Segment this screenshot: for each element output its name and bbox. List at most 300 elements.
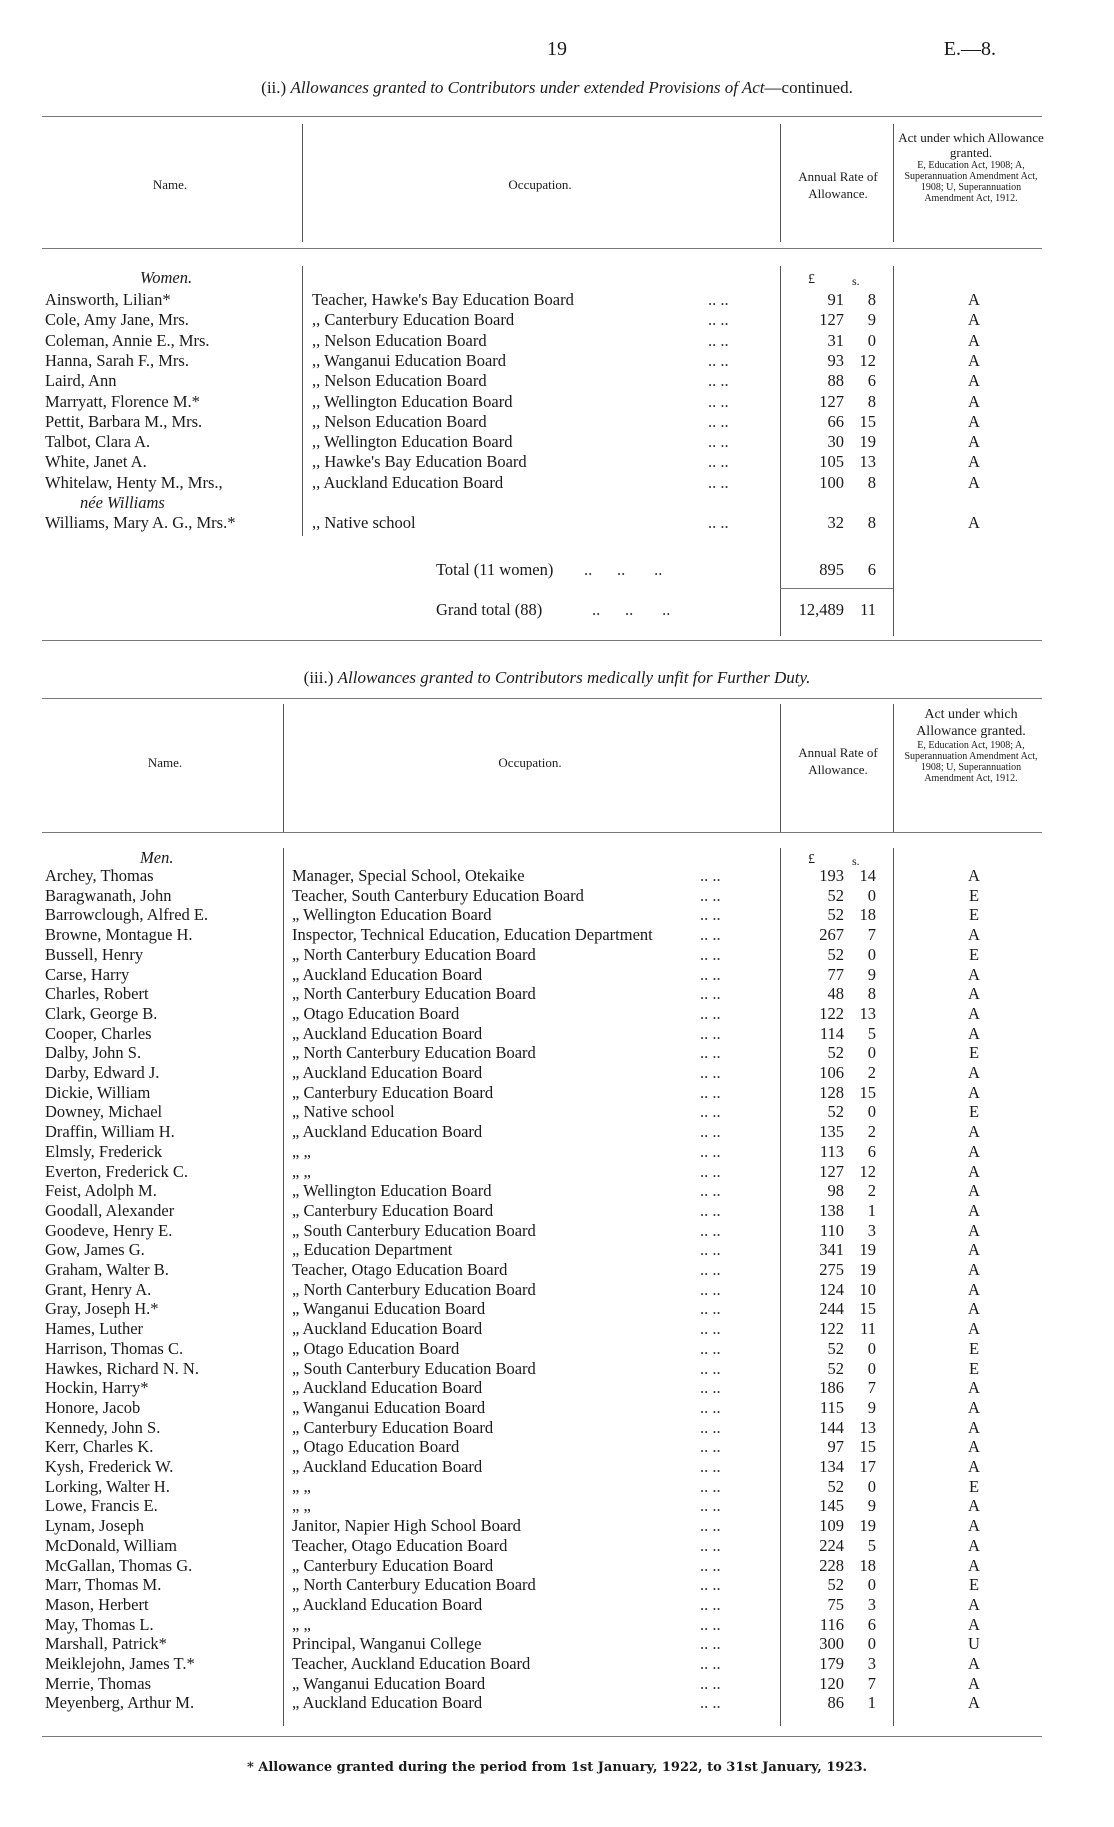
row-pounds: 52 bbox=[827, 944, 844, 964]
table3-section-label: Men. bbox=[140, 848, 174, 867]
row-act: A bbox=[968, 1260, 980, 1279]
table-row bbox=[0, 1496, 1114, 1516]
leader-dots: .. .. .. bbox=[592, 600, 671, 619]
row-occupation: ,, Wellington Education Board bbox=[312, 432, 513, 452]
row-occupation: ,, Canterbury Education Board bbox=[312, 310, 515, 330]
row-shillings: 3 bbox=[867, 1654, 876, 1673]
row-occupation: „ South Canterbury Education Board bbox=[292, 1220, 536, 1240]
row-act: E bbox=[968, 1102, 980, 1122]
leader-dots: .. .. bbox=[700, 1181, 721, 1201]
row-shillings: 3 bbox=[867, 1220, 876, 1240]
leader-dots: .. .. .. bbox=[584, 560, 663, 579]
row-shillings: 14 bbox=[859, 866, 876, 885]
row-name: Williams, Mary A. G., Mrs.* bbox=[45, 513, 236, 533]
row-name: Feist, Adolph M. bbox=[45, 1181, 157, 1201]
row-shillings: 19 bbox=[859, 432, 876, 452]
table-row bbox=[0, 290, 1114, 310]
leader-dots: .. .. bbox=[700, 905, 721, 925]
row-occupation: „ Auckland Education Board bbox=[292, 1378, 483, 1398]
row-name: Hawkes, Richard N. N. bbox=[45, 1358, 199, 1378]
leader-dots: .. .. bbox=[700, 1417, 721, 1437]
row-pounds: 116 bbox=[819, 1614, 844, 1634]
row-occupation: „ Education Department bbox=[292, 1240, 453, 1260]
row-pounds: 52 bbox=[827, 885, 844, 905]
table2-top-rule bbox=[42, 116, 1042, 117]
leader-dots: .. .. bbox=[700, 1555, 721, 1575]
table2-bottom-rule bbox=[42, 640, 1042, 641]
row-occupation: „ Wanganui Education Board bbox=[292, 1673, 486, 1693]
row-name: Cooper, Charles bbox=[45, 1023, 152, 1043]
table-row bbox=[0, 1516, 1114, 1536]
table-row bbox=[0, 1162, 1114, 1182]
table-row bbox=[0, 1221, 1114, 1241]
table-row bbox=[0, 1536, 1114, 1556]
table2-divider bbox=[302, 266, 303, 536]
row-shillings: 11 bbox=[860, 1319, 876, 1339]
leader-dots: .. .. bbox=[700, 1634, 721, 1654]
row-name: Downey, Michael bbox=[45, 1102, 163, 1122]
table-row bbox=[0, 1004, 1114, 1024]
row-act: A bbox=[968, 513, 980, 533]
leader-dots: .. .. bbox=[700, 925, 721, 945]
table2-divider bbox=[893, 124, 894, 242]
row-pounds: 193 bbox=[819, 866, 844, 885]
table-row bbox=[0, 1319, 1114, 1339]
row-act: A bbox=[968, 1397, 980, 1417]
row-shillings: 2 bbox=[867, 1122, 876, 1142]
row-pounds: 32 bbox=[827, 513, 844, 533]
row-act: A bbox=[968, 1082, 980, 1102]
table-row bbox=[0, 1575, 1114, 1595]
row-occupation: „ Otago Education Board bbox=[292, 1437, 460, 1457]
row-occupation: Principal, Wanganui College bbox=[292, 1634, 482, 1654]
row-name: Cole, Amy Jane, Mrs. bbox=[45, 310, 189, 330]
row-act: A bbox=[968, 1378, 980, 1398]
row-occupation: „ „ bbox=[292, 1496, 311, 1516]
row-pounds: 127 bbox=[819, 391, 844, 411]
table-row bbox=[0, 1378, 1114, 1398]
row-name: Marryatt, Florence M.* bbox=[45, 391, 200, 411]
row-name: Merrie, Thomas bbox=[45, 1673, 152, 1693]
table-row bbox=[0, 351, 1114, 371]
row-shillings: 6 bbox=[867, 371, 876, 391]
row-occupation: Teacher, South Canterbury Education Board bbox=[292, 885, 584, 905]
row-name: Talbot, Clara A. bbox=[45, 432, 151, 452]
grand-total-pounds: 12,489 bbox=[798, 600, 844, 619]
row-name: Lorking, Walter H. bbox=[45, 1476, 170, 1496]
row-pounds: 122 bbox=[819, 1003, 844, 1023]
leader-dots: .. .. bbox=[700, 1338, 721, 1358]
row-act: E bbox=[968, 1043, 980, 1063]
leader-dots: .. .. bbox=[700, 1141, 721, 1161]
table2-col-act bbox=[896, 130, 1046, 204]
row-name: Darby, Edward J. bbox=[45, 1063, 160, 1082]
row-act: U bbox=[968, 1634, 980, 1654]
row-name: Hockin, Harry* bbox=[45, 1378, 149, 1398]
row-name: Draffin, William H. bbox=[45, 1122, 175, 1142]
row-shillings: 9 bbox=[867, 1397, 876, 1417]
row-act: A bbox=[968, 1181, 980, 1201]
leader-dots: .. .. bbox=[700, 984, 721, 1004]
table3-divider bbox=[780, 848, 781, 1726]
row-occupation: ,, Nelson Education Board bbox=[312, 330, 487, 350]
row-shillings: 7 bbox=[867, 1378, 876, 1398]
table-row bbox=[0, 1398, 1114, 1418]
table-row bbox=[0, 1142, 1114, 1162]
leader-dots: .. .. bbox=[700, 1397, 721, 1417]
row-name: Archey, Thomas bbox=[45, 866, 154, 885]
leader-dots: .. .. bbox=[700, 1122, 721, 1142]
row-occupation: „ Wellington Education Board bbox=[292, 905, 492, 925]
table-row bbox=[0, 392, 1114, 412]
row-pounds: 31 bbox=[827, 330, 844, 350]
row-occupation: „ Auckland Education Board bbox=[292, 964, 483, 984]
leader-dots: .. .. bbox=[700, 1496, 721, 1516]
row-act: A bbox=[968, 1220, 980, 1240]
row-name: Coleman, Annie E., Mrs. bbox=[45, 330, 210, 350]
row-pounds: 86 bbox=[827, 1693, 844, 1713]
table-row bbox=[0, 1083, 1114, 1103]
leader-dots: .. .. bbox=[700, 1673, 721, 1693]
row-act: A bbox=[968, 1161, 980, 1181]
row-name: Elmsly, Frederick bbox=[45, 1141, 163, 1161]
row-pounds: 115 bbox=[819, 1397, 844, 1417]
row-occupation: „ South Canterbury Education Board bbox=[292, 1358, 536, 1378]
leader-dots: .. .. bbox=[700, 1299, 721, 1319]
row-pounds: 48 bbox=[827, 984, 844, 1004]
table-row bbox=[0, 1201, 1114, 1221]
row-act: A bbox=[968, 1063, 980, 1082]
row-occupation: „ North Canterbury Education Board bbox=[292, 984, 536, 1004]
leader-dots: .. .. bbox=[700, 1575, 721, 1595]
table-row bbox=[0, 1615, 1114, 1635]
total-rule bbox=[780, 588, 893, 589]
document-code: E.—8. bbox=[943, 38, 996, 60]
row-occupation: „ „ bbox=[292, 1141, 311, 1161]
grand-total-label: Grand total (88) bbox=[436, 600, 543, 619]
row-shillings: 15 bbox=[859, 1437, 876, 1457]
row-occupation: „ Wanganui Education Board bbox=[292, 1299, 486, 1319]
row-shillings: 9 bbox=[867, 310, 876, 330]
table3-col-act-title: Act under which Allowance granted. bbox=[916, 707, 1026, 739]
leader-dots: .. .. bbox=[708, 513, 729, 533]
row-name: Mason, Herbert bbox=[45, 1594, 149, 1614]
table2-caption-text: Allowances granted to Contributors under extended Provisions of Act bbox=[290, 78, 765, 97]
total-pounds: 895 bbox=[819, 560, 844, 579]
row-occupation: „ Auckland Education Board bbox=[292, 1594, 483, 1614]
table2-caption-suffix: —continued. bbox=[764, 78, 853, 97]
row-occupation: „ Canterbury Education Board bbox=[292, 1082, 494, 1102]
row-occupation: „ Auckland Education Board bbox=[292, 1122, 483, 1142]
row-shillings: 15 bbox=[859, 1299, 876, 1319]
page-number: 19 bbox=[547, 38, 567, 60]
table3-divider bbox=[283, 704, 284, 832]
row-shillings: 19 bbox=[859, 1260, 876, 1279]
row-pounds: 144 bbox=[819, 1417, 844, 1437]
table2-col-occupation: Occupation. bbox=[508, 177, 572, 192]
row-shillings: 6 bbox=[867, 1614, 876, 1634]
row-shillings: 10 bbox=[859, 1279, 876, 1299]
row-occupation: Teacher, Hawke's Bay Education Board bbox=[312, 290, 574, 309]
row-occupation: „ Auckland Education Board bbox=[292, 1457, 483, 1476]
table-row bbox=[0, 1674, 1114, 1694]
row-shillings: 1 bbox=[867, 1693, 876, 1713]
row-act: A bbox=[968, 1240, 980, 1260]
table2-grand-total-row bbox=[0, 600, 1114, 620]
table3-top-rule bbox=[42, 698, 1042, 699]
row-act: A bbox=[968, 1023, 980, 1043]
row-shillings: 8 bbox=[867, 472, 876, 492]
table-row bbox=[0, 965, 1114, 985]
row-occupation: „ Auckland Education Board bbox=[292, 1023, 483, 1043]
row-pounds: 275 bbox=[819, 1260, 844, 1279]
row-act: A bbox=[968, 1319, 980, 1339]
leader-dots: .. .. bbox=[700, 1102, 721, 1122]
table-row bbox=[0, 925, 1114, 945]
table-row bbox=[0, 1024, 1114, 1044]
leader-dots: .. .. bbox=[700, 866, 721, 885]
row-name: Ainsworth, Lilian* bbox=[45, 290, 171, 309]
leader-dots: .. .. bbox=[700, 1161, 721, 1181]
row-act: A bbox=[968, 1673, 980, 1693]
table3-unit-shilling: s. bbox=[852, 854, 860, 868]
table-row bbox=[0, 513, 1114, 533]
leader-dots: .. .. bbox=[700, 1043, 721, 1063]
table2-divider bbox=[893, 266, 894, 636]
row-act: A bbox=[968, 310, 980, 330]
table3-bottom-rule bbox=[42, 1736, 1042, 1737]
row-pounds: 52 bbox=[827, 1476, 844, 1496]
row-act: A bbox=[968, 472, 980, 492]
leader-dots: .. .. bbox=[700, 1437, 721, 1457]
leader-dots: .. .. bbox=[700, 1654, 721, 1673]
row-act: E bbox=[968, 1575, 980, 1595]
leader-dots: .. .. bbox=[700, 1319, 721, 1339]
leader-dots: .. .. bbox=[700, 1003, 721, 1023]
row-shillings: 8 bbox=[867, 513, 876, 533]
row-pounds: 127 bbox=[819, 1161, 844, 1181]
row-shillings: 8 bbox=[867, 984, 876, 1004]
row-pounds: 224 bbox=[819, 1535, 844, 1555]
row-act: A bbox=[968, 1496, 980, 1516]
row-shillings: 12 bbox=[859, 1161, 876, 1181]
table3-col-name: Name. bbox=[147, 755, 183, 770]
row-act: A bbox=[968, 371, 980, 391]
leader-dots: .. .. bbox=[700, 1082, 721, 1102]
row-occupation: „ Wanganui Education Board bbox=[292, 1397, 486, 1417]
table3-caption bbox=[0, 668, 1114, 688]
row-act: E bbox=[968, 1338, 980, 1358]
leader-dots: .. .. bbox=[708, 330, 729, 350]
table-row bbox=[0, 886, 1114, 906]
leader-dots: .. .. bbox=[700, 1260, 721, 1279]
row-pounds: 124 bbox=[819, 1279, 844, 1299]
row-name: Graham, Walter B. bbox=[45, 1260, 169, 1279]
row-shillings: 13 bbox=[859, 452, 876, 472]
table2-caption-prefix: (ii.) bbox=[261, 78, 287, 97]
table-row bbox=[0, 1634, 1114, 1654]
row-act: A bbox=[968, 452, 980, 472]
table-row bbox=[0, 1240, 1114, 1260]
leader-dots: .. .. bbox=[708, 290, 729, 309]
row-name: Baragwanath, John bbox=[45, 885, 172, 905]
row-occupation: Manager, Special School, Otekaike bbox=[292, 866, 525, 885]
row-shillings: 5 bbox=[867, 1023, 876, 1043]
row-shillings: 18 bbox=[859, 1555, 876, 1575]
row-pounds: 105 bbox=[819, 452, 844, 472]
row-name: Harrison, Thomas C. bbox=[45, 1338, 184, 1358]
table-row bbox=[0, 1359, 1114, 1379]
row-name: Pettit, Barbara M., Mrs. bbox=[45, 411, 203, 431]
row-pounds: 52 bbox=[827, 1338, 844, 1358]
row-pounds: 145 bbox=[819, 1496, 844, 1516]
row-act: A bbox=[968, 1299, 980, 1319]
row-pounds: 66 bbox=[827, 411, 844, 431]
row-name: Kerr, Charles K. bbox=[45, 1437, 154, 1457]
table2-divider bbox=[302, 124, 303, 242]
table-row bbox=[0, 1102, 1114, 1122]
row-name: McDonald, William bbox=[45, 1535, 177, 1555]
table-row bbox=[0, 905, 1114, 925]
row-shillings: 3 bbox=[867, 1594, 876, 1614]
table2-unit-pound: £ bbox=[808, 272, 815, 287]
row-pounds: 109 bbox=[819, 1516, 844, 1536]
table3-unit-pound: £ bbox=[808, 852, 815, 867]
leader-dots: .. .. bbox=[700, 1200, 721, 1220]
table-row bbox=[0, 1181, 1114, 1201]
table3-col-rate: Annual Rate of Allowance. bbox=[798, 745, 878, 777]
table2-section-label: Women. bbox=[140, 268, 193, 287]
row-shillings: 0 bbox=[867, 1358, 876, 1378]
table-row bbox=[0, 1595, 1114, 1615]
row-name: Marr, Thomas M. bbox=[45, 1575, 162, 1595]
row-pounds: 113 bbox=[819, 1141, 844, 1161]
row-occupation: „ „ bbox=[292, 1476, 311, 1496]
row-name: Goodall, Alexander bbox=[45, 1200, 175, 1220]
row-shillings: 19 bbox=[859, 1240, 876, 1260]
table-row bbox=[0, 1556, 1114, 1576]
leader-dots: .. .. bbox=[700, 1535, 721, 1555]
row-act: A bbox=[968, 1516, 980, 1536]
leader-dots: .. .. bbox=[708, 371, 729, 391]
row-pounds: 127 bbox=[819, 310, 844, 330]
row-name: Laird, Ann bbox=[45, 371, 117, 391]
row-shillings: 0 bbox=[867, 1338, 876, 1358]
row-act: A bbox=[968, 1279, 980, 1299]
row-act: A bbox=[968, 1200, 980, 1220]
row-shillings: 5 bbox=[867, 1535, 876, 1555]
row-occupation: „ Otago Education Board bbox=[292, 1003, 460, 1023]
table3-caption-text: Allowances granted to Contributors medically unfit for Further Duty. bbox=[337, 668, 811, 687]
row-shillings: 7 bbox=[867, 925, 876, 945]
row-name: Everton, Frederick C. bbox=[45, 1161, 188, 1181]
leader-dots: .. .. bbox=[700, 1378, 721, 1398]
row-name: Kysh, Frederick W. bbox=[45, 1457, 174, 1476]
row-name: Barrowclough, Alfred E. bbox=[45, 905, 209, 925]
table-row bbox=[0, 1437, 1114, 1457]
row-shillings: 12 bbox=[859, 350, 876, 370]
table2-col-act-title: Act under which Allowance granted. bbox=[898, 130, 1044, 160]
row-pounds: 52 bbox=[827, 905, 844, 925]
table2-divider bbox=[780, 266, 781, 636]
row-occupation: ,, Hawke's Bay Education Board bbox=[312, 452, 527, 472]
table-row bbox=[0, 412, 1114, 432]
row-pounds: 267 bbox=[819, 925, 844, 945]
row-act: E bbox=[968, 905, 980, 925]
row-shillings: 0 bbox=[867, 1102, 876, 1122]
row-act: A bbox=[968, 411, 980, 431]
table-row bbox=[0, 371, 1114, 391]
table-row bbox=[0, 1063, 1114, 1083]
leader-dots: .. .. bbox=[700, 1023, 721, 1043]
row-act: A bbox=[968, 1417, 980, 1437]
table3-col-act bbox=[896, 706, 1046, 784]
table-row bbox=[0, 493, 1114, 513]
row-shillings: 19 bbox=[859, 1516, 876, 1536]
row-shillings: 0 bbox=[867, 885, 876, 905]
row-name: Gow, James G. bbox=[45, 1240, 145, 1260]
row-occupation: Teacher, Otago Education Board bbox=[292, 1535, 508, 1555]
table-row bbox=[0, 1122, 1114, 1142]
row-shillings: 0 bbox=[867, 1634, 876, 1654]
row-name: May, Thomas L. bbox=[45, 1614, 154, 1634]
row-act: A bbox=[968, 391, 980, 411]
row-shillings: 13 bbox=[859, 1003, 876, 1023]
row-occupation: „ Auckland Education Board bbox=[292, 1063, 483, 1082]
row-occupation: „ Auckland Education Board bbox=[292, 1693, 483, 1713]
row-shillings: 13 bbox=[859, 1417, 876, 1437]
row-act: A bbox=[968, 1555, 980, 1575]
row-pounds: 341 bbox=[819, 1240, 844, 1260]
row-name: Whitelaw, Henty M., Mrs., bbox=[45, 472, 223, 492]
row-pounds: 100 bbox=[819, 472, 844, 492]
leader-dots: .. .. bbox=[700, 1063, 721, 1082]
row-pounds: 114 bbox=[819, 1023, 844, 1043]
row-name: White, Janet A. bbox=[45, 452, 147, 472]
table-row bbox=[0, 984, 1114, 1004]
table-row bbox=[0, 1260, 1114, 1280]
row-pounds: 93 bbox=[827, 350, 844, 370]
row-pounds: 52 bbox=[827, 1043, 844, 1063]
row-shillings: 2 bbox=[867, 1063, 876, 1082]
leader-dots: .. .. bbox=[700, 1476, 721, 1496]
table-row bbox=[0, 1280, 1114, 1300]
row-occupation: „ North Canterbury Education Board bbox=[292, 1575, 536, 1595]
row-pounds: 97 bbox=[827, 1437, 844, 1457]
row-pounds: 228 bbox=[819, 1555, 844, 1575]
table2-col-name: Name. bbox=[152, 177, 188, 192]
leader-dots: .. .. bbox=[708, 350, 729, 370]
total-shillings: 6 bbox=[867, 560, 876, 579]
table3-divider bbox=[780, 704, 781, 832]
row-pounds: 52 bbox=[827, 1575, 844, 1595]
table-row bbox=[0, 473, 1114, 493]
row-name: Honore, Jacob bbox=[45, 1397, 141, 1417]
row-occupation: Teacher, Auckland Education Board bbox=[292, 1654, 531, 1673]
row-occupation: „ Canterbury Education Board bbox=[292, 1200, 494, 1220]
row-pounds: 88 bbox=[827, 371, 844, 391]
row-occupation: „ Otago Education Board bbox=[292, 1338, 460, 1358]
row-occupation: „ Native school bbox=[292, 1102, 395, 1122]
row-act: A bbox=[968, 984, 980, 1004]
row-name: Goodeve, Henry E. bbox=[45, 1220, 173, 1240]
row-act: A bbox=[968, 964, 980, 984]
row-name: Grant, Henry A. bbox=[45, 1279, 152, 1299]
row-pounds: 52 bbox=[827, 1358, 844, 1378]
row-act: A bbox=[968, 925, 980, 945]
row-shillings: 15 bbox=[859, 1082, 876, 1102]
row-occupation: ,, Wellington Education Board bbox=[312, 391, 513, 411]
